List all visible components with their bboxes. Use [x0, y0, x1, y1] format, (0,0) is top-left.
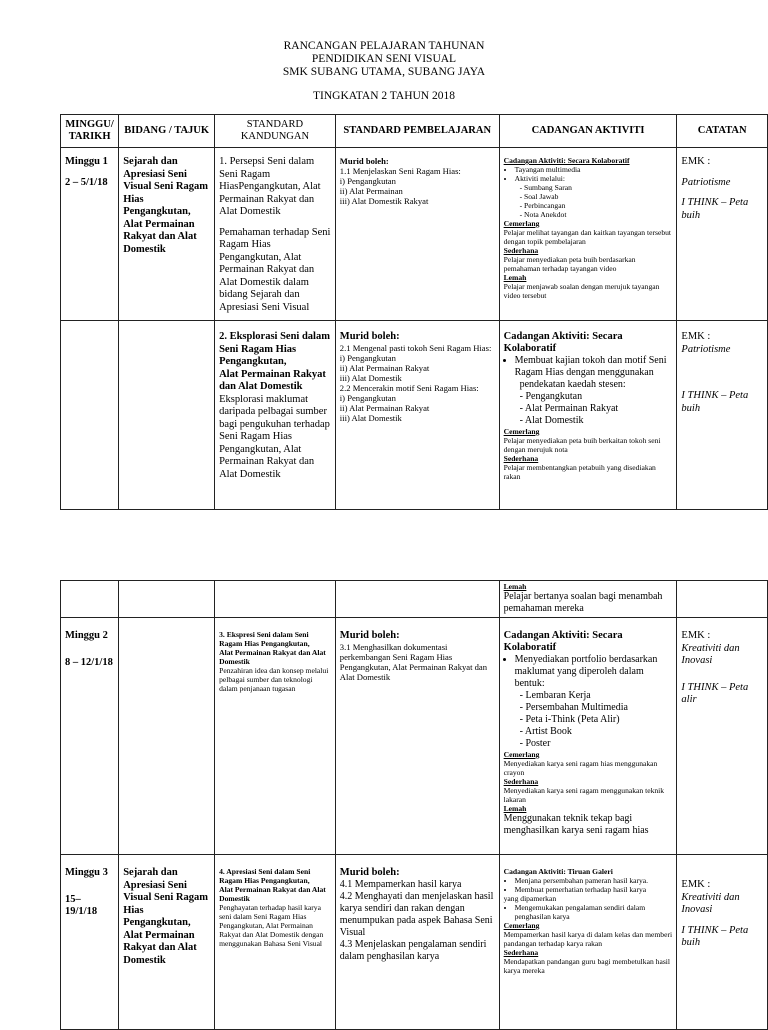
level-cemerlang: Cemerlang — [503, 219, 540, 228]
level-text: Menyediakan karya seni ragam menggunakan teknik lakaran — [503, 786, 665, 804]
activity-cell — [499, 321, 677, 510]
ithink-note: I THINK – Peta buih — [681, 390, 749, 414]
level-cemerlang: Cemerlang — [503, 921, 540, 930]
sp-title: Murid boleh: — [339, 630, 400, 641]
level-text: Pelajar menjawab soalan dengan merujuk tayangan video tersebut — [503, 282, 660, 300]
level-sederhana: Sederhana — [503, 777, 539, 786]
activity-sub: - Soal Jawab — [519, 192, 559, 201]
activity-sub: - Pengangkutan — [519, 391, 583, 402]
emk-label: EMK : — [681, 156, 711, 167]
notes-cell — [677, 148, 768, 321]
sp-title: Murid boleh: — [339, 331, 400, 342]
sk-cell — [215, 148, 336, 321]
sk-cell — [215, 321, 336, 510]
notes-cell — [677, 581, 768, 618]
activity-sub: - Alat Domestik — [519, 415, 584, 426]
sp-line: ii) Alat Permainan Rakyat — [339, 363, 430, 373]
lesson-plan-table-1 — [60, 114, 768, 510]
sk-subtitle: Alat Permainan Rakyat dan Alat Domestik — [219, 368, 326, 392]
sp-cell — [335, 855, 499, 1030]
level-text: Menyediakan karya seni ragam hias menggunakan crayon — [503, 759, 658, 777]
activity-cell — [499, 148, 677, 321]
level-cemerlang: Cemerlang — [503, 427, 540, 436]
week-cell — [61, 581, 119, 618]
bidang-cell: Sejarah dan Apresiasi Seni Visual Seni Ragam Hias Pengangkutan, Alat Permainan Rakyat dan Alat Domestik — [119, 855, 215, 1030]
week-date: 2 – 5/1/18 — [65, 176, 108, 188]
col-header-notes: CATATAN — [677, 115, 768, 148]
lesson-plan-table-2 — [60, 580, 768, 1030]
activity-sub: pendekatan kaedah stesen: — [519, 379, 626, 390]
sk-subtitle: Alat Permainan Rakyat dan Alat Domestik — [219, 648, 326, 666]
sp-line: 3.1 Menghasilkan dokumentasi perkembangan Seni Ragam Hias Pengangkutan, Alat Permainan Rakyat dan Alat Domestik — [339, 642, 488, 682]
activity-sub: - Poster — [519, 738, 551, 749]
header-form: TINGKATAN 2 TAHUN 2018 — [312, 90, 455, 102]
activity-bullet: • Tayangan multimedia — [515, 165, 673, 174]
col-header-activity: CADANGAN AKTIVITI — [499, 115, 677, 148]
sp-line: 2.2 Mencerakin motif Seni Ragam Hias: — [339, 383, 479, 393]
sk-text: Eksplorasi maklumat daripada pelbagai sumber bagi pengukuhan terhadap Seni Ragam Hias Pengangkutan, Alat Permainan Rakyat dan Alat Domestik — [219, 393, 330, 480]
sp-line: 2.1 Mengenal pasti tokoh Seni Ragam Hias: — [339, 343, 492, 353]
week-cell — [61, 148, 119, 321]
document-header — [0, 40, 768, 79]
activity-bullet: • Membuat pemerhatian terhadap hasil karya — [515, 885, 673, 894]
table-row — [61, 618, 768, 855]
sp-line: dalam penghasilan karya — [339, 951, 440, 962]
level-lemah: Lemah — [503, 273, 527, 282]
table-row — [61, 321, 768, 510]
sk-cell — [215, 618, 336, 855]
sk-title: 4. Apresiasi Seni dalam Seni Ragam Hias Pengangkutan, — [219, 867, 311, 885]
sp-line: ii) Alat Permainan — [339, 186, 403, 196]
sp-line: i) Pengangkutan — [339, 176, 396, 186]
activity-sub: - Perbincangan — [519, 201, 566, 210]
activity-cell — [499, 855, 677, 1030]
activity-sub: - Persembahan Multimedia — [519, 702, 628, 713]
notes-cell — [677, 618, 768, 855]
sp-line: karya sendiri dan rakan dengan menumpukan pada aspek Bahasa Seni Visual — [339, 903, 493, 938]
sk-title: 3. Ekspresi Seni dalam Seni Ragam Hias Pengangkutan, — [219, 630, 310, 648]
bidang-cell — [119, 321, 215, 510]
level-cemerlang: Cemerlang — [503, 750, 540, 759]
sp-line: iii) Alat Domestik — [339, 373, 402, 383]
sp-title: Murid boleh: — [339, 867, 400, 878]
emk-label: EMK : — [681, 879, 711, 890]
col-header-week: MINGGU/ TARIKH — [61, 115, 119, 148]
sp-cell — [335, 321, 499, 510]
activity-cell — [499, 618, 677, 855]
level-sederhana: Sederhana — [503, 246, 539, 255]
ithink-note: I THINK – Peta alir — [681, 681, 749, 705]
week-cell — [61, 618, 119, 855]
notes-cell — [677, 321, 768, 510]
sk-subtitle: Seni Ragam Hias Pengangkutan, — [219, 343, 297, 367]
bidang-cell — [119, 581, 215, 618]
sp-line: 4.1 Mempamerkan hasil karya — [339, 879, 462, 890]
activity-title: Cadangan Aktiviti: Secara Kolaboratif — [503, 331, 623, 354]
level-text: Menggunakan teknik tekap bagi menghasilkan karya seni ragam hias — [503, 813, 649, 836]
sk-text: Penzahiran idea dan konsep melalui pelbagai sumber dan teknologi dalam penjanaan tugasan — [219, 666, 329, 693]
sp-cell — [335, 148, 499, 321]
emk-value: Patriotisme — [681, 343, 731, 355]
header-line-2: PENDIDIKAN SENI VISUAL — [311, 53, 457, 65]
level-sederhana: Sederhana — [503, 454, 539, 463]
sk-title: 2. Eksplorasi Seni dalam — [219, 331, 330, 342]
level-text: Mempamerkan hasil karya di dalam kelas dan memberi pandangan terhadap karya rakan — [503, 930, 673, 948]
activity-sub: - Artist Book — [519, 726, 572, 737]
sp-title: Murid boleh: — [339, 156, 389, 166]
emk-value: Kreativiti dan Inovasi — [681, 642, 740, 666]
sk-subtitle: Alat Permainan Rakyat dan Alat Domestik — [219, 885, 326, 903]
sp-line: i) Pengangkutan — [339, 353, 396, 363]
sp-cell — [335, 581, 499, 618]
sk-cell — [215, 855, 336, 1030]
sp-line: iii) Alat Domestik — [339, 413, 402, 423]
sp-line: iii) Alat Domestik Rakyat — [339, 196, 429, 206]
level-sederhana: Sederhana — [503, 948, 539, 957]
activity-title: Cadangan Aktiviti: Secara Kolaboratif — [503, 630, 623, 653]
bidang-cell — [119, 618, 215, 855]
activity-sub: - Sumbang Saran — [519, 183, 572, 192]
level-lemah: Lemah — [503, 582, 527, 591]
activity-sub: yang dipamerkan — [503, 894, 557, 903]
ithink-note: I THINK – Peta buih — [681, 924, 749, 948]
bidang-cell: Sejarah dan Apresiasi Seni Visual Seni Ragam Hias Pengangkutan, Alat Permainan Rakyat dan Alat Domestik — [119, 148, 215, 321]
activity-title: Cadangan Aktiviti: Secara Kolaboratif — [503, 156, 630, 165]
level-lemah: Lemah — [503, 804, 527, 813]
level-text: Mendapatkan pandangan guru bagi membetulkan hasil karya mereka — [503, 957, 670, 975]
table-header-row — [61, 115, 768, 148]
sk-text-2: Pemahaman terhadap Seni Ragam Hias Pengangkutan, Alat Permainan Rakyat dan Alat Domestik dalam bidang Sejarah dan Apresiasi Seni Visual — [219, 226, 331, 313]
activity-sub: - Nota Anekdot — [519, 210, 567, 219]
col-header-sk: STANDARD KANDUNGAN — [215, 115, 336, 148]
week-label: Minggu 1 — [65, 156, 108, 167]
week-date: 15– 19/1/18 — [65, 893, 98, 917]
activity-sub: - Lembaran Kerja — [519, 690, 591, 701]
sp-cell — [335, 618, 499, 855]
activity-cell — [499, 581, 677, 618]
activity-bullet: • Menjana persembahan pameran hasil karya. — [515, 876, 673, 885]
sk-cell — [215, 581, 336, 618]
table-row — [61, 855, 768, 1030]
week-label: Minggu 2 — [65, 630, 108, 641]
notes-cell — [677, 855, 768, 1030]
sp-line: 1.1 Menjelaskan Seni Ragam Hias: — [339, 166, 461, 176]
sp-line: i) Pengangkutan — [339, 393, 396, 403]
sk-text-1: 1. Persepsi Seni dalam Seni Ragam HiasPengangkutan, Alat Permainan Rakyat dan Alat Domestik — [219, 156, 321, 217]
activity-title: Cadangan Aktiviti: Tiruan Galeri — [503, 867, 613, 876]
table-row — [61, 148, 768, 321]
col-header-bidang: BIDANG / TAJUK — [119, 115, 215, 148]
activity-bullet: • Aktiviti melalui: — [515, 174, 673, 183]
sp-line: ii) Alat Permainan Rakyat — [339, 403, 430, 413]
level-text: Pelajar melihat tayangan dan kaitkan tayangan tersebut dengan topik pembelajaran — [503, 228, 672, 246]
week-label: Minggu 3 — [65, 867, 108, 878]
emk-value: Kreativiti dan Inovasi — [681, 891, 740, 915]
emk-label: EMK : — [681, 630, 711, 641]
sp-line: 4.3 Menjelaskan pengalaman sendiri — [339, 939, 487, 950]
level-text: Pelajar membentangkan petabuih yang disediakan rakan — [503, 463, 656, 481]
emk-value: Patriotisme — [681, 176, 731, 188]
sk-text: Penghayatan terhadap hasil karya seni dalam Seni Ragam Hias Pengangkutan, Alat Permainan Rakyat dan Alat Domestik dengan menggunakan Bahasa Seni Visual — [219, 903, 324, 948]
level-text: Pelajar bertanya soalan bagi menambah pemahaman mereka — [503, 591, 663, 614]
activity-sub: - Alat Permainan Rakyat — [519, 403, 619, 414]
header-line-1: RANCANGAN PELAJARAN TAHUNAN — [283, 40, 485, 52]
week-date: 8 – 12/1/18 — [65, 656, 113, 668]
table-row — [61, 581, 768, 618]
level-text: Pelajar menyediakan peta buih berkaitan tokoh seni dengan merujuk nota — [503, 436, 661, 454]
col-header-sp: STANDARD PEMBELAJARAN — [335, 115, 499, 148]
sp-line: 4.2 Menghayati dan menjelaskan hasil — [339, 891, 494, 902]
activity-bullet: • Menyediakan portfolio berdasarkan maklumat yang diperoleh dalam bentuk: — [515, 654, 673, 690]
week-cell — [61, 855, 119, 1030]
activity-sub: - Peta i-Think (Peta Alir) — [519, 714, 620, 725]
activity-bullet: • Mengemukakan pengalaman sendiri dalam penghasilan karya — [515, 903, 673, 921]
ithink-note: I THINK – Peta buih — [681, 197, 749, 221]
header-line-3: SMK SUBANG UTAMA, SUBANG JAYA — [282, 66, 486, 78]
activity-bullet: • Membuat kajian tokoh dan motif Seni Ragam Hias dengan menggunakan — [515, 355, 673, 379]
level-text: Pelajar menyediakan peta buih berdasarkan pemahaman terhadap tayangan video — [503, 255, 636, 273]
week-cell — [61, 321, 119, 510]
emk-label: EMK : — [681, 331, 711, 342]
